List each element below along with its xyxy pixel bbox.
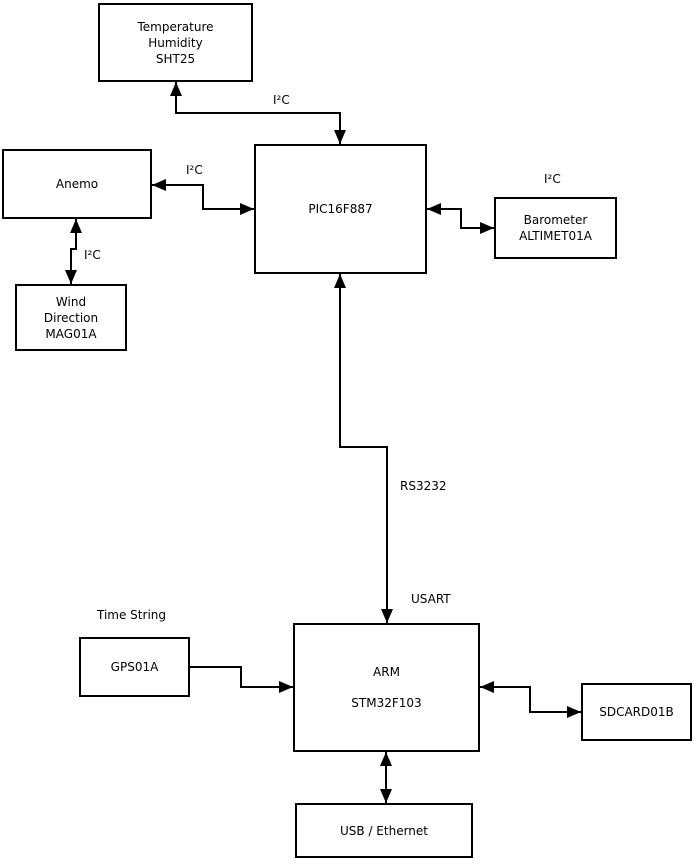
node-label-line: ARM (373, 665, 400, 679)
wire-label-i2c-anemo: I²C (186, 163, 203, 177)
node-label-line: GPS01A (110, 660, 159, 674)
node-label-line: Humidity (148, 35, 203, 50)
node-label-line: Barometer (523, 213, 588, 227)
node-label-line: Temperature (137, 19, 214, 34)
node-label-line: PIC16F887 (308, 202, 373, 216)
node-usb-ethernet (295, 803, 473, 858)
wire-label-time-string: Time String (97, 608, 166, 622)
node-label-line: SHT25 (155, 51, 196, 66)
node-gps01a (79, 637, 190, 697)
wire-pic-arm (340, 274, 387, 623)
wire-label-i2c-wind: I²C (84, 248, 101, 262)
node-label-line: SDCARD01B (599, 705, 674, 719)
wire-label-i2c-temperature: I²C (273, 93, 290, 107)
wire-pic-temperature (176, 82, 340, 144)
node-label-line: Direction (43, 310, 99, 325)
node-label-line: Anemo (55, 177, 99, 191)
node-label-line: MAG01A (45, 326, 97, 341)
node-wind-direction-mag01a (15, 284, 127, 351)
node-temperature-humidity-sht25 (98, 3, 253, 82)
wire-pic-barometer (427, 209, 494, 228)
node-label-line: Wind (55, 294, 87, 309)
node-arm-stm32f103 (293, 623, 480, 752)
wire-label-rs3232: RS3232 (400, 479, 447, 493)
node-sdcard01b (581, 683, 692, 741)
node-pic16f887 (254, 144, 427, 274)
node-label-line: USB / Ethernet (340, 823, 428, 838)
wire-arm-sdcard (480, 687, 581, 712)
wire-anemo-wind-direction (71, 219, 76, 284)
node-label-line: STM32F103 (351, 696, 422, 710)
wire-pic-anemo (152, 185, 254, 209)
node-barometer-altimet01a (494, 197, 617, 259)
node-label-line: ALTIMET01A (519, 229, 592, 243)
node-anemo (2, 149, 152, 219)
wire-label-i2c-barometer: I²C (544, 172, 561, 186)
wire-gps-arm (190, 667, 293, 687)
wire-label-usart: USART (411, 592, 451, 606)
